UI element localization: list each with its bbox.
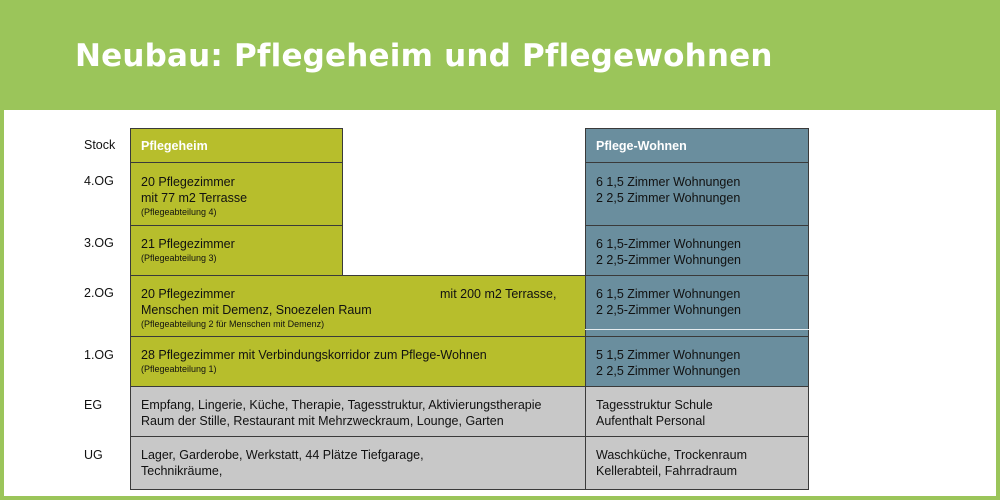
pflege-wohnen-4og-line1: 6 1,5 Zimmer Wohnungen	[596, 175, 741, 189]
pflege-wohnen-1og-line2: 2 2,5 Zimmer Wohnungen	[596, 364, 741, 378]
pflegeheim-4og-note: (Pflegeabteilung 4)	[141, 207, 217, 217]
pflege-wohnen-eg-line1: Tagesstruktur Schule	[596, 398, 713, 412]
pflegeheim-3og-cell	[130, 225, 343, 276]
floor-label-eg: EG	[84, 398, 103, 412]
pflege-wohnen-3og-line1: 6 1,5-Zimmer Wohnungen	[596, 237, 741, 251]
stock-column-header: Stock	[84, 138, 116, 152]
pflegeheim-2og-line1: 20 Pflegezimmer	[141, 287, 235, 301]
pflegeheim-ug-line1: Lager, Garderobe, Werkstatt, 44 Plätze Tiefgarage,	[141, 448, 424, 462]
pflege-wohnen-header: Pflege-Wohnen	[585, 128, 809, 163]
pflege-wohnen-ug-line1: Waschküche, Trockenraum	[596, 448, 747, 462]
pflege-wohnen-eg-line2: Aufenthalt Personal	[596, 414, 706, 428]
pflegeheim-1og-note: (Pflegeabteilung 1)	[141, 364, 217, 374]
pflege-wohnen-2og-line1: 6 1,5 Zimmer Wohnungen	[596, 287, 741, 301]
pflegeheim-4og-cell	[130, 162, 343, 226]
pflege-wohnen-ug-line2: Kellerabteil, Fahrradraum	[596, 464, 738, 478]
pflegeheim-ug-cell	[130, 436, 586, 490]
pflegeheim-eg-line2: Raum der Stille, Restaurant mit Mehrzweckraum, Lounge, Garten	[141, 414, 504, 428]
pflegeheim-eg-cell	[130, 386, 586, 437]
pflegeheim-2og-note: (Pflegeabteilung 2 für Menschen mit Demenz)	[141, 319, 325, 329]
pflege-wohnen-2og-cell	[585, 275, 809, 337]
pflegeheim-eg-line1: Empfang, Lingerie, Küche, Therapie, Tagesstruktur, Aktivierungstherapie	[141, 398, 542, 412]
pflegeheim-4og-line1: 20 Pflegezimmer	[141, 175, 235, 189]
pflege-wohnen-4og-cell	[585, 162, 809, 226]
pflegeheim-2og-line2: Menschen mit Demenz, Snoezelen Raum	[141, 303, 372, 317]
pflegeheim-1og-line1: 28 Pflegezimmer mit Verbindungskorridor zum Pflege-Wohnen	[141, 348, 487, 362]
divider-line	[585, 329, 809, 330]
floor-plan-table	[4, 110, 996, 496]
pflegeheim-4og-line2: mit 77 m2 Terrasse	[141, 191, 248, 205]
floor-label-4og: 4.OG	[84, 174, 114, 188]
pflege-wohnen-3og-cell	[585, 225, 809, 276]
page-title: Neubau: Pflegeheim und Pflegewohnen	[75, 38, 773, 74]
pflegeheim-ug-line2: Technikräume,	[141, 464, 223, 478]
pflege-wohnen-2og-line2: 2 2,5-Zimmer Wohnungen	[596, 303, 741, 317]
floor-label-2og: 2.OG	[84, 286, 114, 300]
pflege-wohnen-eg-cell	[585, 386, 809, 437]
pflege-wohnen-4og-line2: 2 2,5 Zimmer Wohnungen	[596, 191, 741, 205]
pflegeheim-1og-cell	[130, 336, 586, 387]
pflege-wohnen-1og-cell	[585, 336, 809, 387]
pflegeheim-3og-note: (Pflegeabteilung 3)	[141, 253, 217, 263]
pflegeheim-2og-line1-right: mit 200 m2 Terrasse,	[440, 287, 557, 301]
pflege-wohnen-ug-cell	[585, 436, 809, 490]
floor-label-1og: 1.OG	[84, 348, 114, 362]
pflege-wohnen-3og-line2: 2 2,5-Zimmer Wohnungen	[596, 253, 741, 267]
pflegeheim-2og-cell	[130, 275, 586, 337]
pflege-wohnen-1og-line1: 5 1,5 Zimmer Wohnungen	[596, 348, 741, 362]
pflegeheim-header: Pflegeheim	[130, 128, 343, 163]
floor-label-3og: 3.OG	[84, 236, 114, 250]
pflegeheim-3og-line1: 21 Pflegezimmer	[141, 237, 235, 251]
floor-label-ug: UG	[84, 448, 103, 462]
